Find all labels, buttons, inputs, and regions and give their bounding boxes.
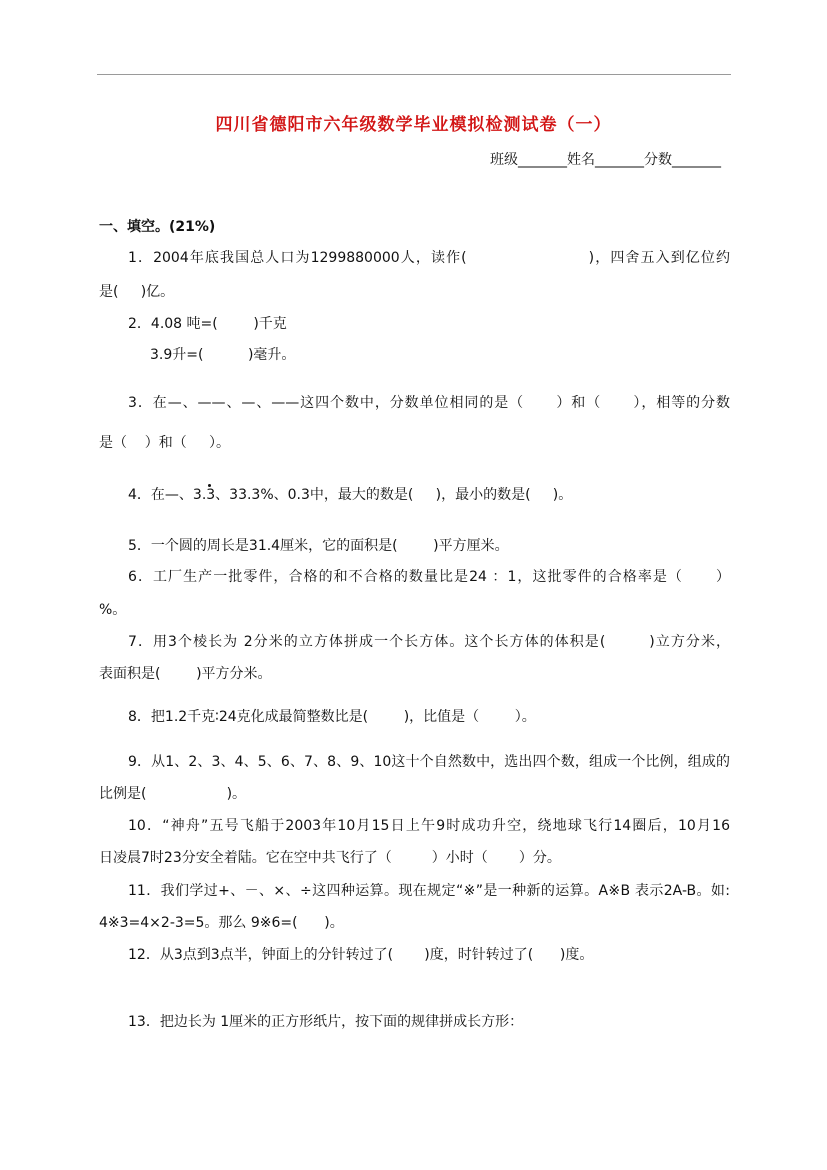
- question-9-line-2: 比例是( )。: [99, 786, 247, 802]
- question-9-line-1: 9．从1、2、3、4、5、6、7、8、9、10这十个自然数中，选出四个数，组成一个比例，组成的: [128, 754, 730, 770]
- question-1-line-2: 是( )亿。: [99, 284, 175, 300]
- question-4: 4．在—、3.3、33.3%、0.3中，最大的数是( )，最小的数是( )。: [128, 487, 573, 503]
- question-10-line-1: 10．“神舟”五号飞船于2003年10月15日上午9时成功升空，绕地球飞行14圈后，10月16: [128, 818, 730, 834]
- page-title: 四川省德阳市六年级数学毕业模拟检测试卷（一）: [215, 115, 612, 135]
- question-7-line-2: 表面积是( )平方分米。: [99, 666, 272, 682]
- question-6-line-2: %。: [99, 602, 127, 618]
- question-5: 5．一个圆的周长是31.4厘米，它的面积是( )平方厘米。: [128, 538, 509, 554]
- question-13: 13．把边长为 1厘米的正方形纸片，按下面的规律拼成长方形：: [128, 1014, 524, 1030]
- question-1-line-1: 1．2004年底我国总人口为1299880000人，读作( )，四舍五入到亿位约: [128, 250, 730, 266]
- question-8: 8．把1.2千克∶24克化成最简整数比是( )，比值是（ ）。: [128, 709, 536, 725]
- question-2-line-2: 3.9升=( )毫升。: [150, 347, 296, 363]
- question-11-line-2: 4※3=4×2-3=5。那么 9※6=( )。: [99, 915, 344, 931]
- question-3-line-2: 是（ ）和（ ）。: [99, 435, 231, 451]
- header-rule: [97, 74, 731, 75]
- question-11-line-1: 11．我们学过+、－、×、÷这四种运算。现在规定“※”是一种新的运算。A※B 表示2A-B。如:: [128, 883, 730, 899]
- question-3-line-1: 3．在—、——、—、——这四个数中，分数单位相同的是（ ）和（ ），相等的分数: [128, 395, 730, 411]
- question-2-line-1: 2．4.08 吨=( )千克: [128, 316, 287, 332]
- section-heading-fill-blanks: 一、填空。(21%): [99, 219, 216, 235]
- question-7-line-1: 7．用3个棱长为 2分米的立方体拼成一个长方体。这个长方体的体积是( )立方分米，: [128, 634, 730, 650]
- question-12: 12．从3点到3点半，钟面上的分针转过了( )度，时针转过了( )度。: [128, 947, 594, 963]
- question-6-line-1: 6．工厂生产一批零件，合格的和不合格的数量比是24 ：1，这批零件的合格率是（ ）: [128, 569, 730, 585]
- question-10-line-2: 日凌晨7时23分安全着陆。它在空中共飞行了（ ）小时（ ）分。: [99, 850, 561, 866]
- student-info-line: 班级_______姓名_______分数_______: [490, 152, 721, 168]
